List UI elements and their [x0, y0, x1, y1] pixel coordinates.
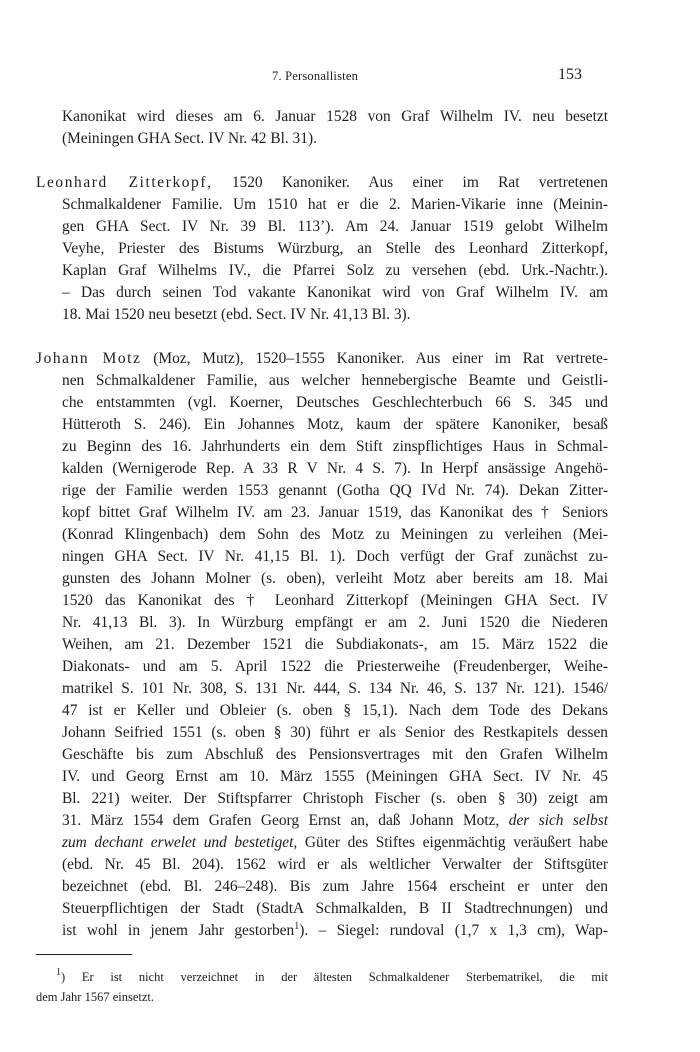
footnote-rule: [36, 954, 132, 955]
text-line: Bl. 221) weiter. Der Stiftspfarrer Christoph Fischer (s. oben § 30) zeigt am: [62, 790, 608, 807]
text-line: rige der Familie werden 1553 genannt (Gotha QQ IVd Nr. 74). Dekan Zitter-: [62, 482, 608, 499]
text-line: (Meiningen GHA Sect. IV Nr. 42 Bl. 31).: [62, 130, 317, 147]
text-line: 18. Mai 1520 neu besetzt (ebd. Sect. IV Nr. 41,13 Bl. 3).: [62, 306, 411, 323]
text-line: bezeichnet (ebd. Bl. 246–248). Bis zum Jahre 1564 erscheint er unter den: [62, 878, 608, 895]
text-line: Hütteroth S. 246). Ein Johannes Motz, kaum der spätere Kanoniker, besaß: [62, 416, 608, 433]
footnote-line: $^1$) Er ist nicht verzeichnet in der ältesten Schmalkaldener Sterbematrikel, die mit: [56, 967, 608, 984]
text-line: 47 ist er Keller und Obleier (s. oben § 15,1). Nach dem Tode des Dekans: [62, 702, 608, 719]
entry-first-line: Johann Motz (Moz, Mutz), 1520–1555 Kanoniker. Aus einer im Rat vertrete-: [36, 350, 608, 367]
page-number: 153: [558, 66, 582, 83]
text-line: che entstammten (vgl. Koerner, Deutsches Geschlechterbuch 66 S. 345 und: [62, 394, 608, 411]
running-header: [0, 66, 700, 88]
text-line: (ebd. Nr. 45 Bl. 204). 1562 wird er als weltlicher Verwalter der Stiftsgüter: [62, 856, 608, 873]
quoted-phrase: der sich selbst: [508, 812, 608, 829]
footnote-line: dem Jahr 1567 einsetzt.: [36, 990, 155, 1004]
text-line: nen Schmalkaldener Familie, aus welcher hennebergische Beamte und Geistli-: [62, 372, 608, 389]
text-line: – Das durch seinen Tod vakante Kanonikat wird von Graf Wilhelm IV. am: [62, 284, 608, 301]
text-line: Kaplan Graf Wilhelms IV., die Pfarrei Solz zu versehen (ebd. Urk.-Nachtr.).: [62, 262, 608, 279]
text-line: Kanonikat wird dieses am 6. Januar 1528 von Graf Wilhelm IV. neu besetzt: [62, 108, 608, 125]
text-line: (Konrad Klingenbach) dem Sohn des Motz zu Meiningen zu verleihen (Mei-: [62, 526, 608, 543]
text-line: 1520 das Kanonikat des † Leonhard Zitterkopf (Meiningen GHA Sect. IV: [62, 592, 608, 609]
quoted-phrase: zum dechant erwelet und bestetiget,: [62, 834, 298, 851]
text-line: kalden (Wernigerode Rep. A 33 R V Nr. 4 S. 7). In Herpf ansässige Angehö-: [62, 460, 608, 477]
text-line: ist wohl in jenem Jahr gestorben$^1$). – Siegel: rundoval (1,7 x 1,3 cm), Wap-: [62, 921, 608, 939]
text-line: zu Beginn des 16. Jahrhunderts ein dem Stift zinspflichtiges Haus in Schmal-: [62, 438, 608, 455]
text-line: Johann Seifried 1551 (s. oben § 30) führt er als Senior des Restkapitels dessen: [62, 724, 608, 741]
text-line: Nr. 41,13 Bl. 3). In Würzburg empfängt er am 2. Juni 1520 die Niederen: [62, 614, 608, 631]
footnote-marker: 1: [56, 967, 61, 978]
text-line: zum dechant erwelet und bestetiget, Güter des Stiftes eigenmächtig veräußert habe: [62, 834, 609, 851]
text-line: gen GHA Sect. IV Nr. 39 Bl. 113’). Am 24. Januar 1519 gelobt Wilhelm: [62, 218, 608, 235]
text-line: Diakonats- und am 5. April 1522 die Priesterweihe (Freudenberger, Weihe-: [62, 658, 608, 675]
chapter-title: 7. Personallisten: [272, 69, 359, 83]
text-line: Weihen, am 21. Dezember 1521 die Subdiakonats-, am 15. März 1522 die: [62, 636, 608, 653]
text-line: Schmalkaldener Familie. Um 1510 hat er die 2. Marien-Vikarie inne (Meinin-: [62, 196, 608, 213]
text-line: Veyhe, Priester des Bistums Würzburg, an Stelle des Leonhard Zitterkopf,: [62, 240, 608, 257]
entry-name: Johann Motz: [36, 350, 142, 367]
entry-name: Leonhard Zitterkopf,: [36, 174, 213, 191]
footnote-reference: 1: [294, 921, 300, 932]
text-line: ningen GHA Sect. IV Nr. 41,15 Bl. 1). Doch verfügt der Graf zunächst zu-: [62, 548, 608, 565]
text-line: kopf bittet Graf Wilhelm IV. am 23. Januar 1519, das Kanonikat des † Seniors: [62, 504, 608, 521]
text-line: gunsten des Johann Molner (s. oben), verleiht Motz aber bereits am 18. Mai: [62, 570, 608, 587]
text-line: IV. und Georg Ernst am 10. März 1555 (Meiningen GHA Sect. IV Nr. 45: [62, 768, 608, 785]
text-line: 31. März 1554 dem Grafen Georg Ernst an, daß Johann Motz, der sich selbst: [62, 812, 608, 829]
text-line: Steuerpflichtigen der Stadt (StadtA Schmalkalden, B II Stadtrechnungen) und: [62, 900, 608, 917]
text-line: Geschäfte bis zum Abschluß des Pensionsvertrages mit den Grafen Wilhelm: [62, 746, 608, 763]
entry-first-line: Leonhard Zitterkopf, 1520 Kanoniker. Aus einer im Rat vertretenen: [36, 174, 608, 191]
text-line: matrikel S. 101 Nr. 308, S. 131 Nr. 444, S. 134 Nr. 46, S. 137 Nr. 121). 1546/: [62, 680, 608, 697]
